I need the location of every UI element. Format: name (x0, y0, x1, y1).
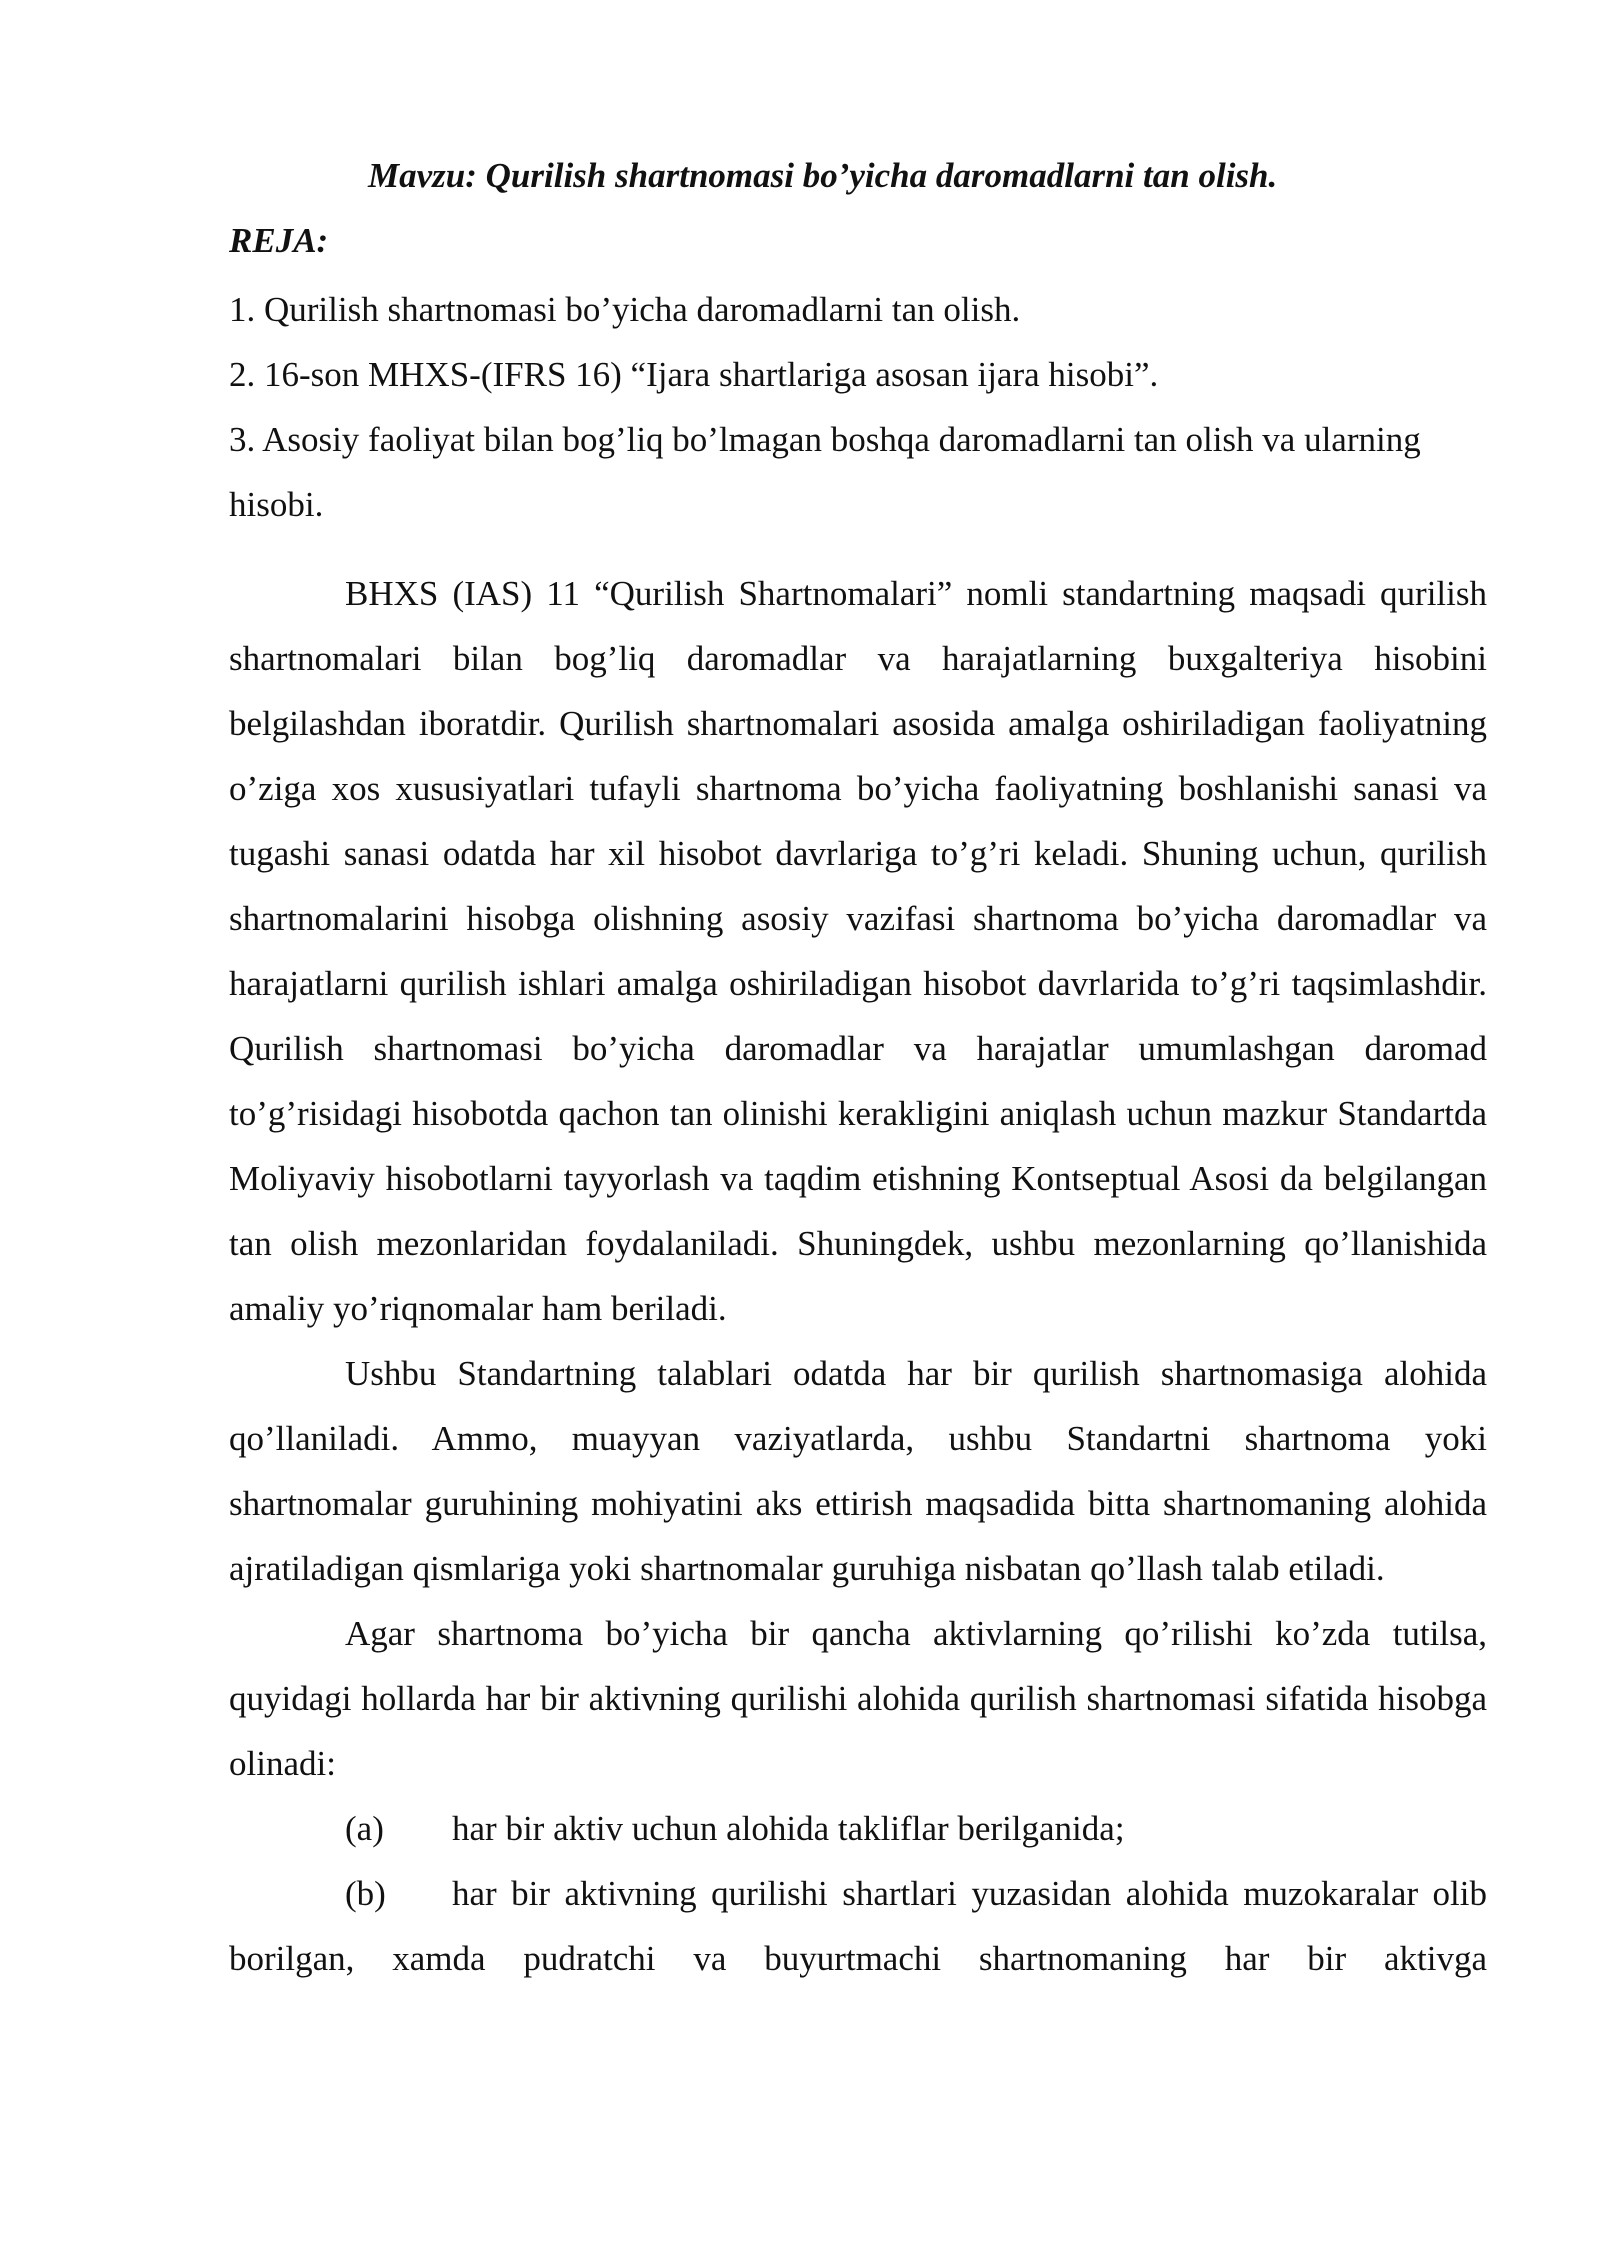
list-item (229, 1796, 1487, 1861)
list-item-marker: (a) (345, 1809, 384, 1848)
plan-heading: REJA: (229, 221, 329, 260)
list-item (229, 1861, 1487, 1991)
list-item-text: har bir aktiv uchun alohida takliflar berilganida; (452, 1809, 1125, 1848)
plan-item: 2. 16-son MHXS-(IFRS 16) “Ijara shartlariga asosan ijara hisobi”. (229, 355, 1159, 394)
plan-item: 1. Qurilish shartnomasi bo’yicha daromadlarni tan olish. (229, 290, 1021, 329)
body-paragraph: BHXS (IAS) 11 “Qurilish Shartnomalari” nomli standartning maqsadi qurilish shartnomalari bilan bog’liq daromadlar va harajatlarning buxgalteriya hisobini belgilashdan iboratdir. Qurilish shartnomalari asosida amalga oshiriladigan faoliyatning o’ziga xos xususiyatlari tufayli shartnoma bo’yicha faoliyatning boshlanishi sanasi va tugashi sanasi odatda har xil hisobot davrlariga to’g’ri keladi. Shuning uchun, qurilish shartnomalarini hisobga olishning asosiy vazifasi shartnoma bo’yicha daromadlar va harajatlarni qurilish ishlari amalga oshiriladigan hisobot davrlarida to’g’ri taqsimlashdir. Qurilish shartnomasi bo’yicha daromadlar va harajatlar umumlashgan daromad to’g’risidagi hisobotda qachon tan olinishi kerakligini aniqlash uchun mazkur Standartda Moliyaviy hisobotlarni tayyorlash va taqdim etishning Kontseptual Asosi da belgilangan tan olish mezonlaridan foydalaniladi. Shuningdek, ushbu mezonlarning qo’llanishida amaliy yo’riqnomalar ham beriladi. (229, 574, 1487, 1328)
list-item-marker: (b) (345, 1874, 386, 1913)
plan-list (229, 277, 1487, 537)
plan-item: 3. Asosiy faoliyat bilan bog’liq bo’lmagan boshqa daromadlarni tan olish va ularning hisobi. (229, 420, 1421, 524)
body-paragraph: Ushbu Standartning talablari odatda har bir qurilish shartnomasiga alohida qo’llaniladi. Ammo, muayyan vaziyatlarda, ushbu Standartni shartnoma yoki shartnomalar guruhining mohiyatini aks ettirish maqsadida bitta shartnomaning alohida ajratiladigan qismlariga yoki shartnomalar guruhiga nisbatan qo’llash talab etiladi. (229, 1354, 1487, 1588)
document-title: Mavzu: Qurilish shartnomasi bo’yicha daromadlarni tan olish. (368, 156, 1278, 195)
document-body (229, 147, 1487, 1991)
body-paragraph: Agar shartnoma bo’yicha bir qancha aktivlarning qo’rilishi ko’zda tutilsa, quyidagi hollarda har bir aktivning qurilishi alohida qurilish shartnomasi sifatida hisobga olinadi: (229, 1614, 1487, 1783)
list-item-text: har bir aktivning qurilishi shartlari yuzasidan alohida muzokaralar olib borilgan, xamda pudratchi va buyurtmachi shartnomaning har bir aktivga (229, 1874, 1487, 1978)
